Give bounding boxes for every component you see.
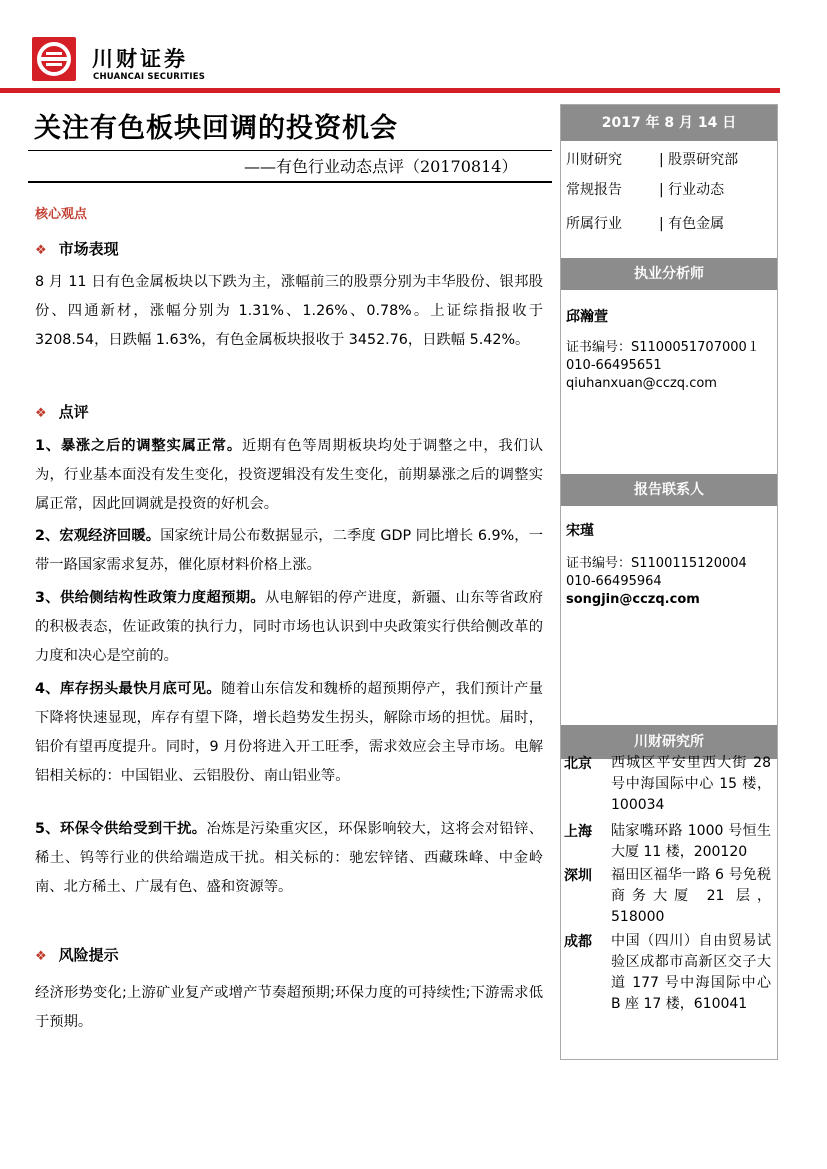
meta-label: 所属行业 [566, 216, 622, 232]
section-heading-comment: ❖ 点评 [35, 403, 89, 421]
meta-value: | 行业动态 [659, 182, 725, 198]
comment-item-text: 冶炼是污染重灾区，环保影响较大，这将会对铅锌、稀土、钨等行业的供给端造成干扰。相关标的：驰宏锌锗、西藏珠峰、中金岭南、北方稀土、广晟有色、盛和资源等。 [35, 821, 543, 895]
logo-text-cn: 川财证券 [92, 47, 188, 71]
comment-item [35, 675, 543, 791]
comment-item-text: 近期有色等周期板块均处于调整之中，我们认为，行业基本面没有发生变化，投资逻辑没有发生变化，前期暴涨之后的调整实属正常，因此回调就是投资的好机会。 [35, 438, 544, 512]
office-address: 西城区平安里西大街 28 号中海国际中心 15 楼，100034 [611, 755, 771, 813]
comment-item-lead: 3、供给侧结构性政策力度超预期。 [35, 590, 266, 606]
core-view-label: 核心观点 [35, 207, 88, 222]
comment-item-text: 从电解铝的停产进度，新疆、山东等省政府的积极表态，佐证政策的执行力，同时市场也认识到中央政策实行供给侧改革的力度和决心是空前的。 [35, 590, 543, 664]
office-address: 陆家嘴环路 1000 号恒生大厦 11 楼，200120 [611, 823, 771, 860]
logo-mark [32, 37, 76, 81]
analyst-phone: 010-66495651 [566, 358, 662, 373]
contact-phone: 010-66495964 [566, 574, 662, 589]
comment-item [35, 815, 543, 902]
report-date: 2017 年 8 月 14 日 [561, 105, 777, 141]
office-city: 成都 [564, 934, 592, 950]
institute-heading: 川财研究所 [561, 725, 777, 759]
diamond-bullet-icon: ❖ [35, 406, 47, 421]
report-title: 关注有色板块回调的投资机会 [34, 113, 398, 144]
market-paragraph: 8 月 11 日有色金属板块以下跌为主，涨幅前三的股票分别为丰华股份、银邦股份、四通新材，涨幅分别为 1.31%、1.26%、0.78%。上证综指报收于 3208.54，日跌幅 1.63%，有色金属板块报收于 3452.76，日跌幅 5.42%。 [35, 274, 543, 348]
comment-item [35, 584, 543, 671]
comment-item-lead: 4、库存拐头最快月底可见。 [35, 681, 222, 697]
meta-value: | 有色金属 [659, 216, 725, 232]
contact-heading: 报告联系人 [561, 474, 777, 506]
contact-email[interactable]: songjin@cczq.com [566, 592, 700, 607]
meta-value: | 股票研究部 [659, 152, 739, 168]
analyst-heading: 执业分析师 [561, 258, 777, 290]
analyst-email[interactable]: qiuhanxuan@cczq.com [566, 376, 717, 391]
office-city: 深圳 [564, 868, 592, 884]
analyst-name: 邱瀚萱 [566, 309, 608, 325]
logo-icon [32, 37, 76, 81]
comment-item-text: 随着山东信发和魏桥的超预期停产，我们预计产量下降将快速显现，库存有望下降，增长趋势发生拐头，解除市场的担忧。届时，铝价有望再度提升。同时，9 月份将进入开工旺季，需求效应会主导市场。电解铝相关标的：中国铝业、云铝股份、南山铝业等。 [35, 681, 544, 784]
logo-text-en: CHUANCAI SECURITIES [93, 72, 206, 82]
comment-item-text: 国家统计局公布数据显示，二季度 GDP 同比增长 6.9%，一带一路国家需求复苏，催化原材料价格上涨。 [35, 528, 543, 573]
header-divider [0, 88, 780, 93]
contact-name: 宋瑾 [566, 523, 594, 539]
comment-item-lead: 2、宏观经济回暖。 [35, 528, 161, 544]
section-heading-market: ❖ 市场表现 [35, 240, 119, 258]
report-subtitle: ——有色行业动态点评（20170814） [244, 157, 518, 176]
office-address: 福田区福华一路 6 号免税商务大厦 21 层，518000 [611, 867, 771, 925]
comment-item [35, 432, 543, 519]
section-heading-risk: ❖ 风险提示 [35, 946, 119, 964]
analyst-cert: 证书编号：S1100051707000１ [566, 340, 760, 355]
office-city: 上海 [564, 824, 592, 840]
comment-item [35, 522, 543, 580]
subtitle-rule [28, 181, 552, 183]
diamond-bullet-icon: ❖ [35, 243, 47, 258]
meta-label: 常规报告 [566, 182, 622, 198]
sidebar [560, 104, 778, 1060]
office-city: 北京 [564, 756, 592, 772]
office-address: 中国（四川）自由贸易试验区成都市高新区交子大道 177 号中海国际中心 B 座 17 楼，610041 [611, 933, 771, 1012]
risk-paragraph: 经济形势变化;上游矿业复产或增产节奏超预期;环保力度的可持续性;下游需求低于预期。 [35, 985, 543, 1030]
meta-label: 川财研究 [566, 152, 622, 168]
contact-cert: 证书编号：S1100115120004 [566, 556, 747, 571]
comment-item-lead: 5、环保令供给受到干扰。 [35, 821, 207, 837]
comment-item-lead: 1、暴涨之后的调整实属正常。 [35, 438, 242, 454]
title-rule [28, 150, 552, 151]
diamond-bullet-icon: ❖ [35, 949, 47, 964]
